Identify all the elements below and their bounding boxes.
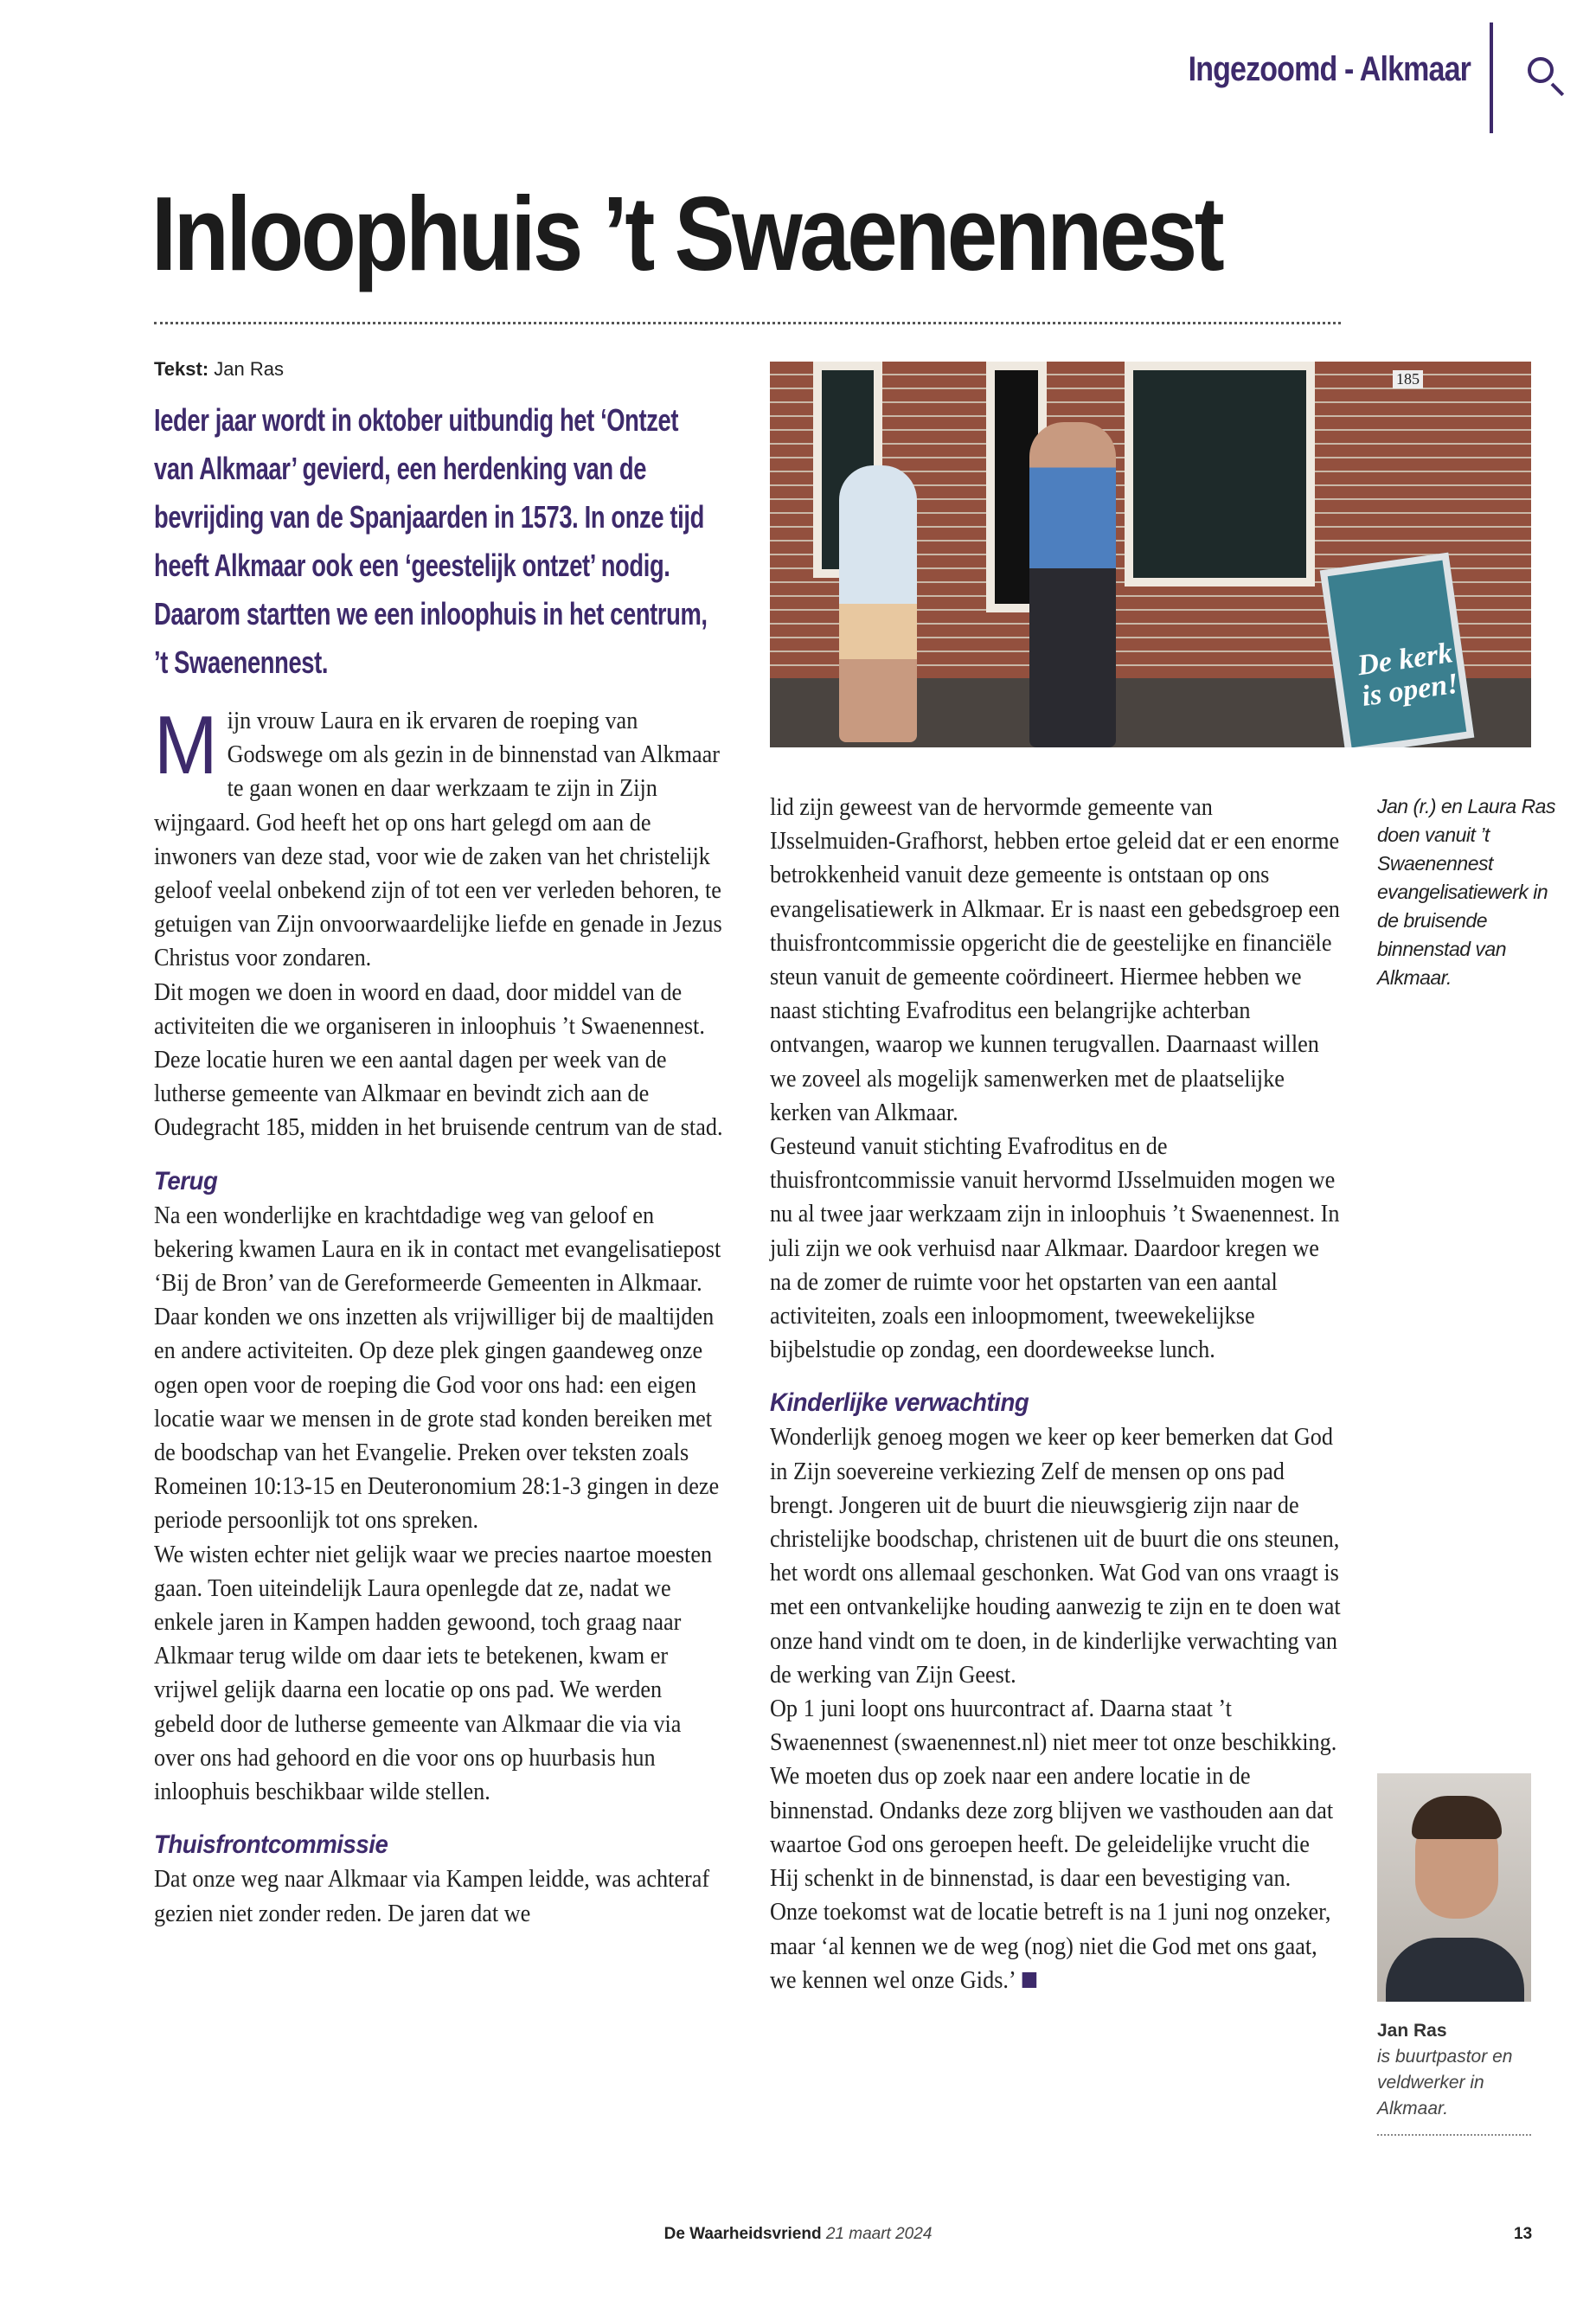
left-flow <box>154 358 725 1931</box>
issue-date: 21 maart 2024 <box>825 2225 933 2243</box>
drop-cap: M <box>154 699 218 792</box>
house-number: 185 <box>1393 370 1423 388</box>
section-label: Ingezoomd - Alkmaar <box>1188 50 1471 88</box>
person-laura <box>839 465 917 742</box>
person-jan <box>1029 422 1116 747</box>
magazine-name: De Waarheidsvriend <box>663 2225 822 2243</box>
author-portrait <box>1377 1773 1531 2002</box>
body-paragraph: lid zijn geweest van de hervormde gemeente van IJsselmuiden-Grafhorst, hebben ertoe geleid dat er een enorme betrokkenheid vanuit deze gemeente is ontstaan op ons evangelisatiewerk in Alkmaar. Er is naast een gebedsgroep een thuisfrontcommissie opgericht die de geestelijke en financiële steun vanuit de gemeente coördineert. Hiermee hebben we naast stichting Evafroditus een belangrijke achterban ontvangen, waarop we kunnen terugvallen. Daarnaast willen we zoveel als mogelijk samenwerken met de plaatselijke kerken van Alkmaar. <box>770 794 1340 1126</box>
byline-name: Jan Ras <box>214 358 285 380</box>
portrait-hair <box>1412 1796 1502 1839</box>
article-title: Inloophuis ’t Swaenennest <box>151 175 1222 292</box>
search-icon[interactable] <box>1528 57 1554 83</box>
byline-label: Tekst: <box>154 358 209 380</box>
shop-window <box>1125 362 1315 586</box>
body-paragraph: Dit mogen we doen in woord en daad, door middel van de activiteiten die we organiseren in inloophuis ’t Swaenennest. Deze locatie huren we een aantal dagen per week van de lutherse gemeente van Alkmaar en bevindt zich aan de Oudegracht 185, midden in het bruisende centrum van de stad. <box>154 978 723 1142</box>
author-bio <box>1377 2018 1531 2136</box>
title-divider <box>154 322 1341 324</box>
paragraph-text: Op 1 juni loopt ons huurcontract af. Daarna staat ’t Swaenennest (swaenennest.nl) niet meer tot onze beschikking. We moeten dus op zoek naar een andere locatie in de binnenstad. Ondanks deze zorg blijven we vasthouden aan dat waartoe God ons geroepen heeft. De geleidelijke vrucht die Hij schenkt in de binnenstad, is daar een bevestiging van. Onze toekomst wat de locatie betreft is na 1 juni nog onzeker, maar ‘al kennen we de weg (nog) niet die God met ons gaat, we kennen wel onze Gids.’ <box>770 1695 1337 1994</box>
right-column <box>770 791 1343 1997</box>
subheading-terug: Terug <box>154 1166 218 1195</box>
page-number: 13 <box>1514 2225 1533 2243</box>
byline <box>154 358 725 381</box>
left-column <box>154 699 724 1931</box>
body-paragraph: Dat onze weg naar Alkmaar via Kampen leidde, was achteraf gezien niet zonder reden. De jaren dat we <box>154 1866 710 1927</box>
body-paragraph <box>770 1692 1343 1997</box>
body-paragraph: We wisten echter niet gelijk waar we precies naartoe moesten gaan. Toen uiteindelijk Laura openlegde dat ze, nadat we enkele jaren in Kampen hadden gewoond, toch graag naar Alkmaar terug wilde om daar iets te betekenen, kwam er vrijwel gelijk daarna een locatie op ons pad. We werden gebeld door de lutherse gemeente van Alkmaar die via via over ons had gehoord en die voor ons op huurbasis hun inloophuis beschikbaar wilde stellen. <box>154 1541 713 1806</box>
body-paragraph: Gesteund vanuit stichting Evafroditus en de thuisfrontcommissie vanuit hervormd IJsselmuiden mogen we nu al twee jaar werkzaam zijn in inloophuis ’t Swaenennest. In juli zijn we ook verhuisd naar Alkmaar. Daardoor kregen we na de zomer de ruimte voor het opstarten van een aantal activiteiten, zoals een inloopmoment, tweewekelijkse bijbelstudie op zondag, een doordeweekse lunch. <box>770 1133 1340 1364</box>
header-divider <box>1490 22 1493 133</box>
subheading-kinderlijke-verwachting: Kinderlijke verwachting <box>770 1388 1029 1418</box>
body-paragraph: Wonderlijk genoeg mogen we keer op keer bemerken dat God in Zijn soevereine verkiezing Zelf de mensen op ons pad brengt. Jongeren uit de buurt die nieuwsgierig zijn naar de christelijke boodschap, christenen uit de buurt die ons steunen, het wordt ons allemaal geschonken. Wat God van ons vraagt is met een ontvankelijke houding aanwezig te zijn en te doen wat onze hand vindt om te doen, in de kinderlijke verwachting van de werking van Zijn Geest. <box>770 1424 1341 1689</box>
body-paragraph <box>154 699 724 976</box>
sign-de-kerk-is-open: De kerk is open! <box>1320 553 1475 747</box>
subheading-thuisfrontcommissie: Thuisfrontcommissie <box>154 1830 388 1860</box>
footer <box>0 2225 1596 2244</box>
author-description: is buurtpastor en veldwerker in Alkmaar. <box>1377 2047 1513 2118</box>
body-paragraph: Na een wonderlijke en krachtdadige weg van geloof en bekering kwamen Laura en ik in contact met evangelisatiepost ‘Bij de Bron’ van de Gereformeerde Gemeenten in Alkmaar. Daar konden we ons inzetten als vrijwilliger bij de maaltijden en andere activiteiten. Op deze plek gingen gaandeweg onze ogen open voor de roeping die God voor ons had: een eigen locatie waar we mensen in de grote stad konden bereiken met de boodschap van het Evangelie. Preken over teksten zoals Romeinen 10:13-15 en Deuteronomium 28:1-3 gingen in deze periode persoonlijk tot ons spreken. <box>154 1202 721 1535</box>
lead-paragraph: Ieder jaar wordt in oktober uitbundig het ‘Ontzet van Alkmaar’ gevierd, een herdenking van de bevrijding van de Spanjaarden in 1573. In onze tijd heeft Alkmaar ook een ‘geestelijk ontzet’ nodig. Daarom startten we een inloophuis in het centrum, ’t Swaenennest. <box>154 402 708 680</box>
article-photo <box>770 362 1531 747</box>
end-mark-icon <box>1022 1972 1037 1988</box>
portrait-shirt <box>1386 1938 1524 2002</box>
photo-caption: Jan (r.) en Laura Ras doen vanuit ’t Swaenennest evangelisatiewerk in de bruisende binnenstad van Alkmaar. <box>1377 795 1555 989</box>
author-name: Jan Ras <box>1377 2021 1447 2041</box>
paragraph-text: ijn vrouw Laura en ik ervaren de roeping van Godswege om als gezin in de binnenstad van Alkmaar te gaan wonen en daar werkzaam te zijn in Zijn wijngaard. God heeft het op ons hart gelegd om aan de inwoners van deze stad, voor wie de zaken van het christelijk geloof veelal onbekend zijn of tot een ver verleden behoren, te getuigen van Zijn onvoorwaardelijke liefde en genade in Jezus Christus voor zondaren. <box>154 708 722 972</box>
